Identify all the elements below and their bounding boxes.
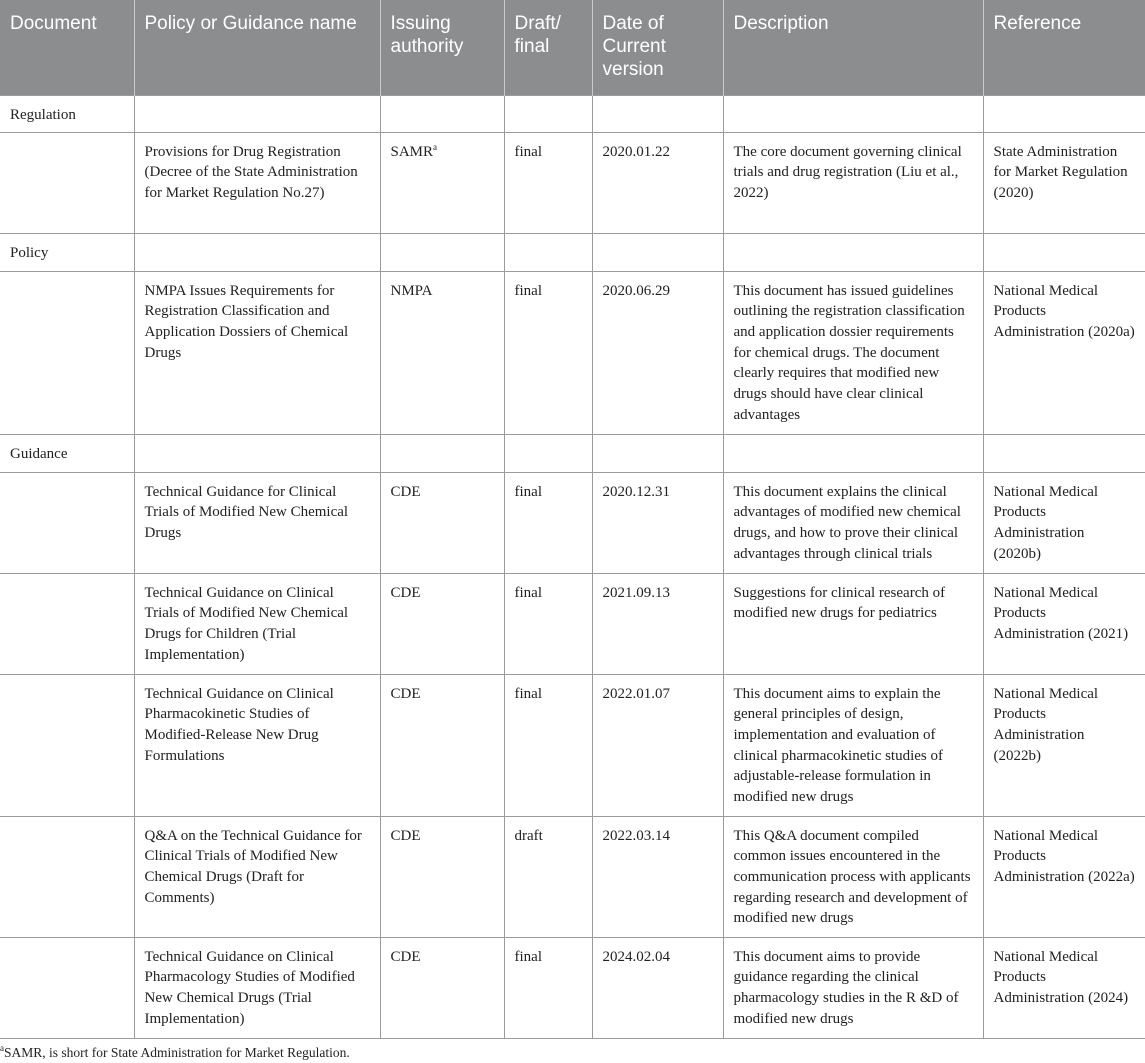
header-policy-name: Policy or Guidance name [134,0,380,95]
footnote-text: SAMR, is short for State Administration for Market Regulation. [4,1045,350,1060]
reference: State Administration for Market Regulation (2020) [983,132,1145,233]
section-row [0,95,1145,132]
section-label: Regulation [0,95,134,132]
reference: National Medical Products Administration (2020b) [983,472,1145,573]
reference: National Medical Products Administration (2020a) [983,271,1145,434]
section-label: Guidance [0,434,134,472]
reference: National Medical Products Administration (2022b) [983,674,1145,816]
draft-final: final [504,271,592,434]
issuing-authority: CDE [380,573,504,674]
draft-final: final [504,132,592,233]
policy-name: Technical Guidance on Clinical Trials of Modified New Chemical Drugs for Children (Trial Implementation) [134,573,380,674]
reference: National Medical Products Administration (2022a) [983,816,1145,937]
policy-name: NMPA Issues Requirements for Registration Classification and Application Dossiers of Chemical Drugs [134,271,380,434]
table-row [0,573,1145,674]
draft-final: final [504,937,592,1038]
table-row [0,472,1145,573]
date: 2021.09.13 [592,573,723,674]
date: 2020.01.22 [592,132,723,233]
description: This Q&A document compiled common issues encountered in the communication process with applicants regarding research and development of modified new drugs [723,816,983,937]
description: This document has issued guidelines outlining the registration classification and application dossier requirements for chemical drugs. The document clearly requires that modified new drugs should have clear clinical advantages [723,271,983,434]
issuing-authority: CDE [380,472,504,573]
date: 2022.03.14 [592,816,723,937]
table-row [0,271,1145,434]
issuing-authority: CDE [380,937,504,1038]
header-reference: Reference [983,0,1145,95]
description: Suggestions for clinical research of modified new drugs for pediatrics [723,573,983,674]
table-row [0,816,1145,937]
date: 2020.12.31 [592,472,723,573]
section-row [0,434,1145,472]
description: This document aims to provide guidance regarding the clinical pharmacology studies in the R &D of modified new drugs [723,937,983,1038]
policy-name: Q&A on the Technical Guidance for Clinical Trials of Modified New Chemical Drugs (Draft for Comments) [134,816,380,937]
date: 2020.06.29 [592,271,723,434]
issuing-authority: CDE [380,674,504,816]
header-description: Description [723,0,983,95]
description: This document explains the clinical advantages of modified new chemical drugs, and how to prove their clinical advantages through clinical trials [723,472,983,573]
header-document: Document [0,0,134,95]
table-row [0,674,1145,816]
description: The core document governing clinical trials and drug registration (Liu et al., 2022) [723,132,983,233]
footnote-marker: a [0,1043,4,1053]
header-issuing-authority: Issuing authority [380,0,504,95]
table-footnote [0,1045,350,1061]
policy-name: Provisions for Drug Registration (Decree of the State Administration for Market Regulation No.27) [134,132,380,233]
footnote-marker: a [433,141,438,152]
policy-name: Technical Guidance on Clinical Pharmacology Studies of Modified New Chemical Drugs (Trial Implementation) [134,937,380,1038]
issuing-authority: NMPA [380,271,504,434]
table-row [0,937,1145,1038]
header-date: Date of Current version [592,0,723,95]
date: 2022.01.07 [592,674,723,816]
header-row [0,0,1145,95]
issuing-authority: CDE [380,816,504,937]
draft-final: final [504,472,592,573]
policy-name: Technical Guidance on Clinical Pharmacokinetic Studies of Modified-Release New Drug Formulations [134,674,380,816]
policy-name: Technical Guidance for Clinical Trials of Modified New Chemical Drugs [134,472,380,573]
date: 2024.02.04 [592,937,723,1038]
reference: National Medical Products Administration (2024) [983,937,1145,1038]
section-label: Policy [0,233,134,271]
table-row [0,132,1145,233]
draft-final: final [504,674,592,816]
draft-final: draft [504,816,592,937]
section-row [0,233,1145,271]
draft-final: final [504,573,592,674]
issuing-authority: SAMR$^a$ [380,132,504,233]
header-draft-final: Draft/ final [504,0,592,95]
reference: National Medical Products Administration (2021) [983,573,1145,674]
description: This document aims to explain the general principles of design, implementation and evaluation of clinical pharmacokinetic studies of adjustable-release formulation in modified new drugs [723,674,983,816]
